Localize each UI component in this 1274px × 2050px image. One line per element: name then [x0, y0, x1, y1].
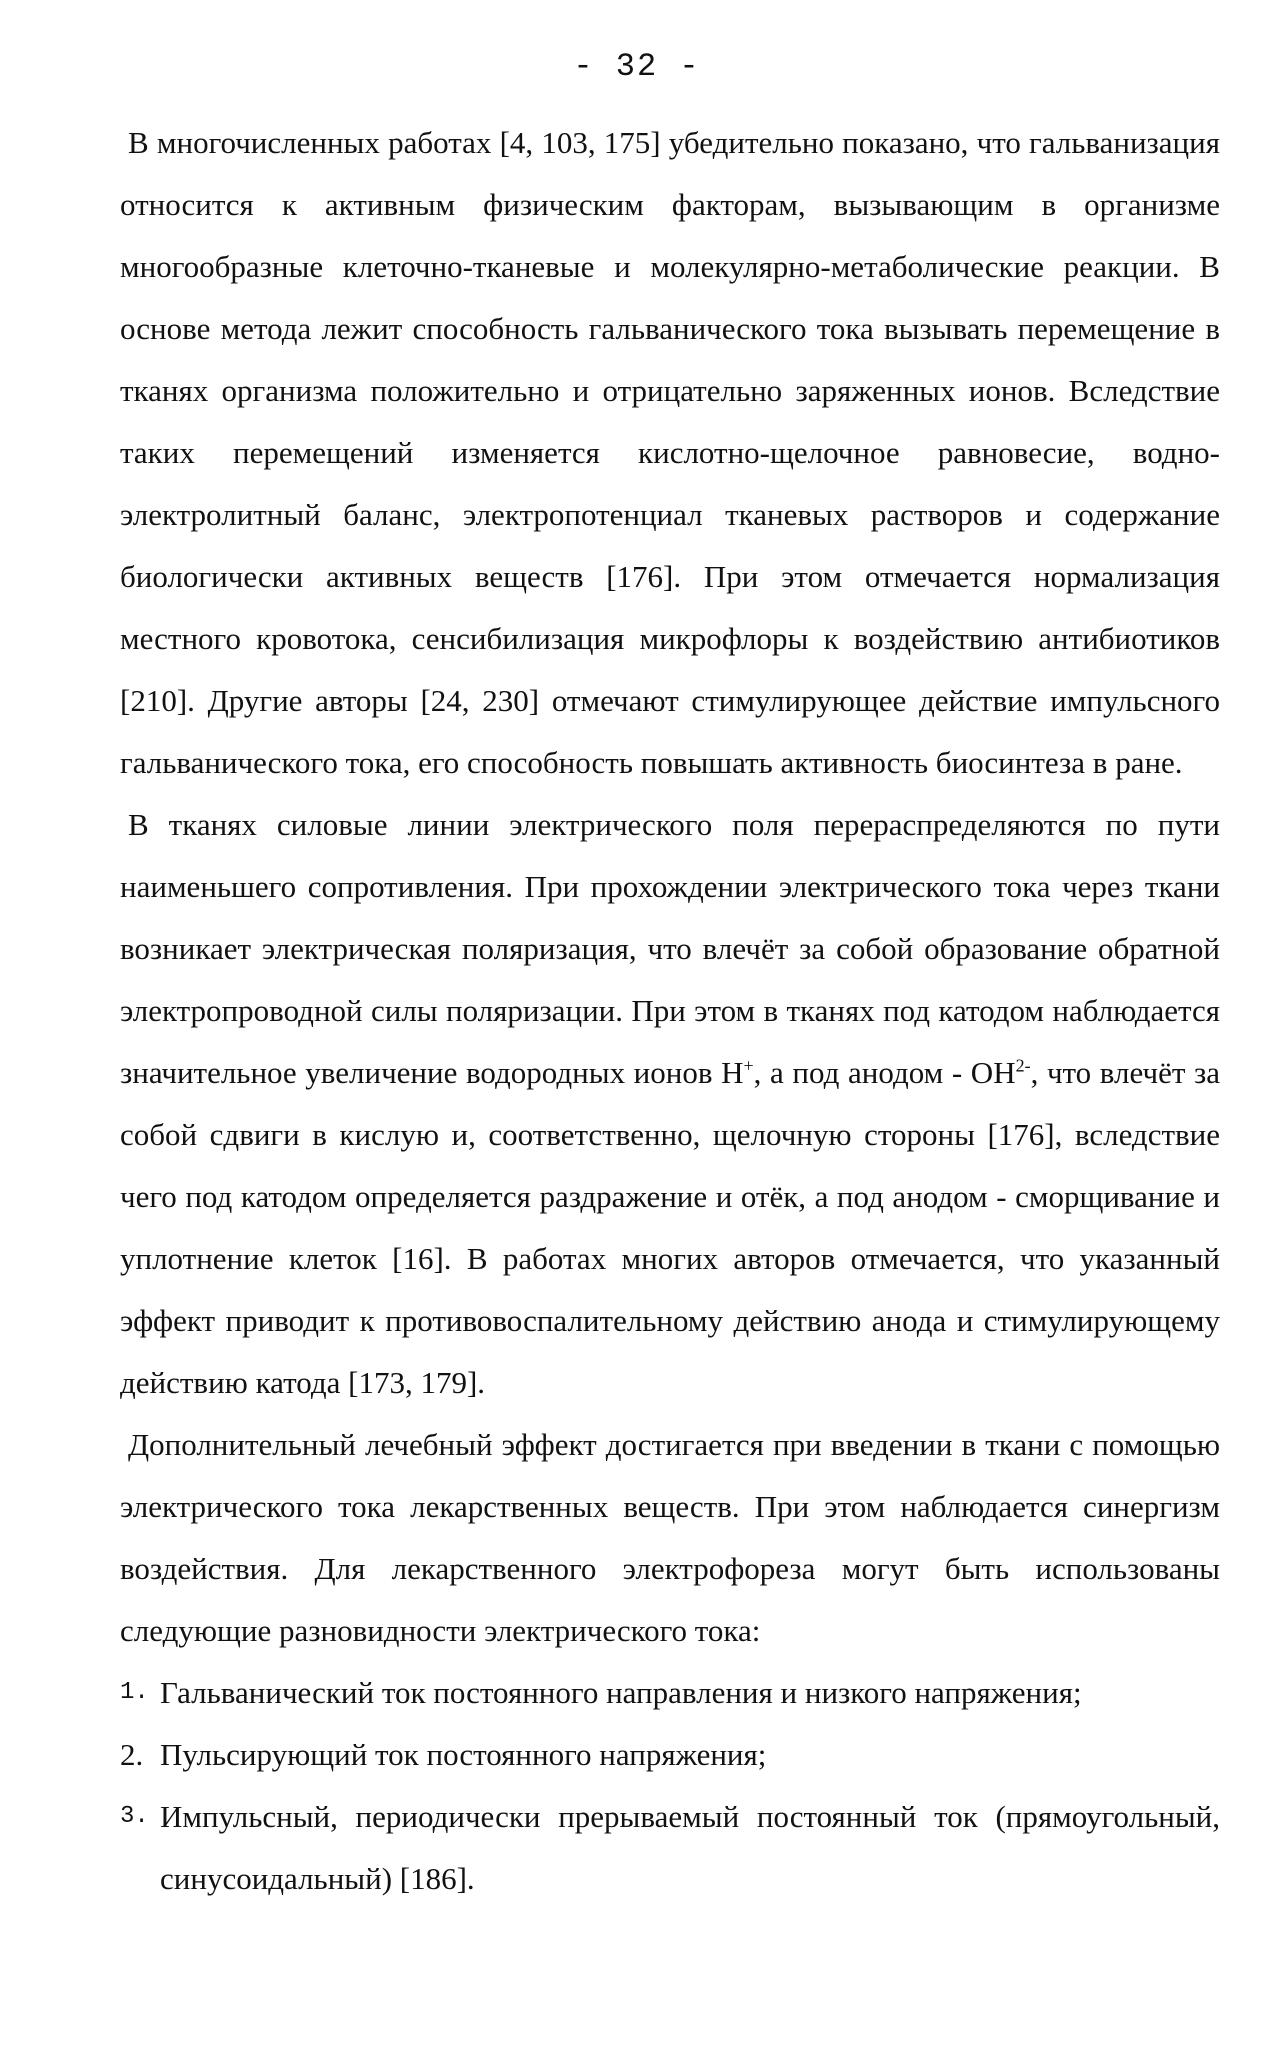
current-types-list	[120, 1662, 1220, 1910]
list-item	[120, 1786, 1220, 1910]
paragraph-polarization-part1: В тканях силовые линии электрического поля перераспределяются по пути наименьшего сопротивления. При прохождении электрического тока через ткани возникает электрическая поляризация, что влечёт за собой образование обратной электропроводной силы поляризации. При этом в тканях под катодом наблюдается значительное увеличение водородных ионов H	[120, 807, 1220, 1090]
list-item-number: 2.	[120, 1737, 144, 1772]
list-item	[120, 1662, 1220, 1724]
paragraph-galvanization: В многочисленных работах [4, 103, 175] убедительно показано, что гальванизация относится к активным физическим факторам, вызывающим в организме многообразные клеточно-тканевые и молекулярно-метаболические реакции. В основе метода лежит способность гальванического тока вызывать перемещение в тканях организма положительно и отрицательно заряженных ионов. Вследствие таких перемещений изменяется кислотно-щелочное равновесие, водно-электролитный баланс, электропотенциал тканевых растворов и содержание биологически активных веществ [176]. При этом отмечается нормализация местного кровотока, сенсибилизация микрофлоры к воздействию антибиотиков [210]. Другие авторы [24, 230] отмечают стимулирующее действие импульсного гальванического тока, его способность повышать активность биосинтеза в ране.	[120, 125, 1220, 780]
hydroxide-ion-charge: 2-	[1015, 1055, 1031, 1076]
paragraph-polarization-part2: , а под анодом - OH	[753, 1055, 1016, 1090]
paragraph-polarization-part3: , что влечёт за собой сдвиги в кислую и, соответственно, щелочную стороны [176], вследствие чего под катодом определяется раздражение и отёк, а под анодом - сморщивание и уплотнение клеток [16]. В работах многих авторов отмечается, что указанный эффект приводит к противовоспалительному действию анода и стимулирующему действию катода [173, 179].	[120, 1055, 1220, 1400]
body-text	[120, 112, 1220, 1910]
page-number: - 32 -	[573, 48, 701, 85]
list-item	[120, 1724, 1220, 1786]
list-item-text: Пульсирующий ток постоянного напряжения;	[160, 1737, 767, 1772]
list-item-number: 1.	[120, 1679, 149, 1706]
list-item-number: 3.	[120, 1803, 149, 1830]
hydrogen-ion-charge: +	[743, 1055, 754, 1076]
paragraph-polarization	[120, 794, 1220, 1414]
paragraph-electrophoresis: Дополнительный лечебный эффект достигается при введении в ткани с помощью электрического тока лекарственных веществ. При этом наблюдается синергизм воздействия. Для лекарственного электрофореза могут быть использованы следующие разновидности электрического тока:	[120, 1427, 1220, 1648]
list-item-text: Гальванический ток постоянного направления и низкого напряжения;	[160, 1675, 1082, 1710]
list-item-text: Импульсный, периодически прерываемый постоянный ток (прямоугольный, синусоидальный) [186].	[160, 1799, 1220, 1896]
